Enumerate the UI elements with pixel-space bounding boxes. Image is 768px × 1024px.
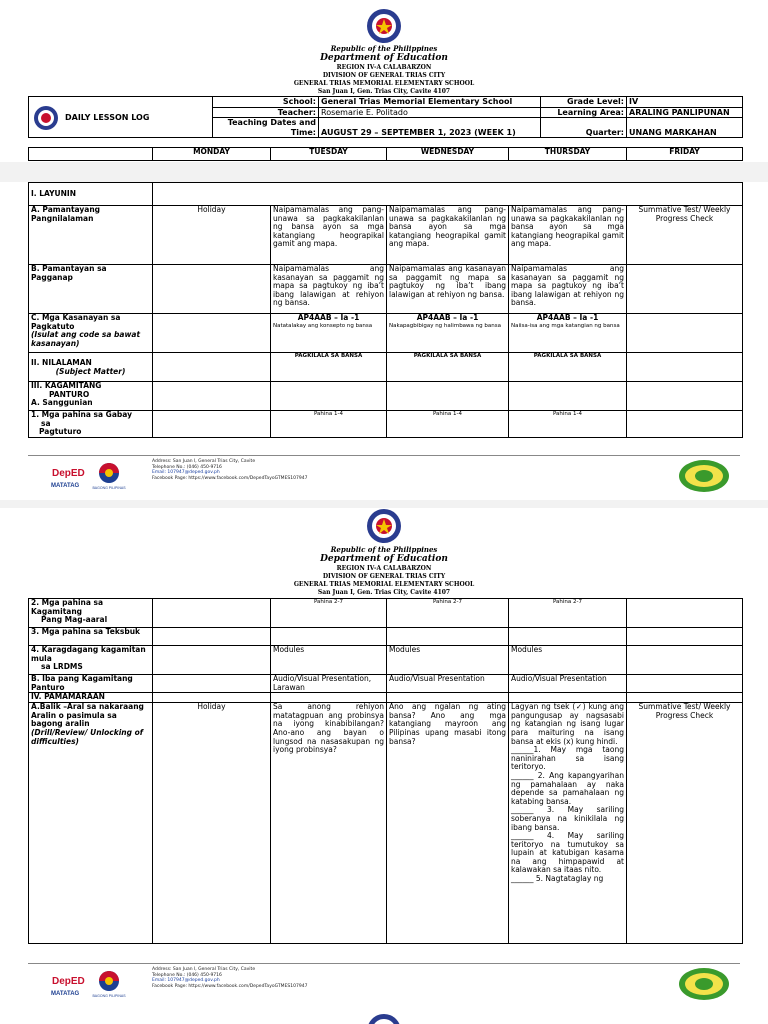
row-a-tuesday: Naipamamalas ang pang-unawa sa pagkakakilanlan ng bansa ayon sa mga katangiang heograpikal gamit ang mapa. xyxy=(271,206,387,265)
teksbuk-tuesday xyxy=(271,628,387,646)
kagamitang-line2: PANTURO xyxy=(49,389,90,399)
code-wednesday: AP4AAB – Ia -1 xyxy=(416,313,479,322)
row-c-wednesday xyxy=(387,314,509,353)
region-text: REGION IV-A CALABARZON xyxy=(336,64,432,71)
nilalaman-thursday: PAGKILALA SA BANSA xyxy=(509,353,627,382)
teksbuk-thursday xyxy=(509,628,627,646)
footer-telephone: Telephone No.: (046) 450-9716 xyxy=(152,464,222,470)
page-gap xyxy=(0,500,768,508)
gabay-friday xyxy=(627,411,743,438)
row-a-thursday: Naipamamalas ang pang-unawa sa pagkakakilanlan ng bansa ayon sa mga katangiang heograpikal gamit ang mapa. xyxy=(509,206,627,265)
code-tuesday: AP4AAB – Ia -1 xyxy=(297,313,360,322)
day-monday: MONDAY xyxy=(153,148,271,161)
teacher-label: Teacher: xyxy=(213,107,319,118)
school-name-text: GENERAL TRIAS MEMORIAL ELEMENTARY SCHOOL xyxy=(293,581,475,588)
dll-header-table xyxy=(28,96,743,138)
pamamaraan-thursday xyxy=(509,693,627,703)
balik-item-3: ______ 3. May sariling soberanya na kinikilala ng ibang bansa. xyxy=(511,805,624,832)
row-b-wednesday: Naipamamalas ang kasanayan sa paggamit ng mapa sa pagtukoy ng iba’t ibang lalawigan at rehiyon ng bansa. xyxy=(387,265,509,314)
layunin-heading: I. LAYUNIN xyxy=(29,183,153,206)
school-label: School: xyxy=(213,97,319,108)
bagong-pilipinas-logo-icon xyxy=(92,969,126,999)
gabay-wednesday: Pahina 1-4 xyxy=(387,411,509,438)
nilalaman-wednesday: PAGKILALA SA BANSA xyxy=(387,353,509,382)
kagamitang-wednesday xyxy=(387,382,509,411)
footer-page1 xyxy=(0,455,768,499)
republic-text: Republic of the Philippines xyxy=(330,44,438,53)
division-text: DIVISION OF GENERAL TRIAS CITY xyxy=(322,72,446,79)
balik-item-1: ______1. May mga taong naninirahan sa isang teritoryo. xyxy=(511,745,624,772)
balik-thu-intro: Lagyan ng tsek (✓) kung ang pangungusap ay nagsasabi ng katangian ng isang lugar para maituring na isang bansa at ekis (x) kung hindi. xyxy=(511,702,624,746)
address-text: San Juan I, Gen. Trias City, Cavite 4107 xyxy=(317,589,451,596)
kag-tuesday: Pahina 2-7 xyxy=(271,599,387,628)
footer-address: Address: San Juan I, General Trias City, Cavite xyxy=(152,459,256,464)
kag-line1: 2. Mga pahina sa Kagamitang xyxy=(31,598,104,616)
balik-friday: Summative Test/ Weekly Progress Check xyxy=(627,703,743,944)
school-logo-icon xyxy=(678,459,730,493)
nilalaman-title: II. NILALAMAN xyxy=(31,358,92,367)
row-a-label: A. Pamantayang Pangnilalaman xyxy=(29,206,153,265)
row-c-label xyxy=(29,314,153,353)
pamamaraan-heading: IV. PAMAMARAAN xyxy=(29,693,153,703)
school-seal-icon xyxy=(33,105,59,131)
lrdms-monday xyxy=(153,646,271,675)
row-c-friday xyxy=(627,314,743,353)
republic-text: Republic of the Philippines xyxy=(330,545,438,554)
gabay-thursday: Pahina 1-4 xyxy=(509,411,627,438)
deped-logo-icon xyxy=(50,971,90,999)
day-thursday: THURSDAY xyxy=(509,148,627,161)
balik-aral-label xyxy=(29,703,153,944)
region-text: REGION IV-A CALABARZON xyxy=(336,565,432,572)
quarter-value: UNANG MARKAHAN xyxy=(627,118,743,138)
school-name-text: GENERAL TRIAS MEMORIAL ELEMENTARY SCHOOL xyxy=(293,80,475,87)
learning-area-label: Learning Area: xyxy=(541,107,627,118)
lrdms-thursday: Modules xyxy=(509,646,627,675)
footer-email[interactable]: Email: 107947@deped.gov.ph xyxy=(152,978,220,984)
balik-tuesday: Sa anong rehiyon matatagpuan ang probinsya na iyong kinabibilangan? Ano-ano ang bayan o lungsod na nasasakupan ng iyong probinsya? xyxy=(271,703,387,944)
iba-wednesday: Audio/Visual Presentation xyxy=(387,675,509,693)
teksbuk-label: 3. Mga pahina sa Teksbuk xyxy=(29,628,153,646)
row-a-wednesday: Naipamamalas ang pang-unawa sa pagkakakilanlan ng bansa ayon sa mga katangiang heograpikal gamit ang mapa. xyxy=(387,206,509,265)
kag-wednesday: Pahina 2-7 xyxy=(387,599,509,628)
dates-value: AUGUST 29 – SEPTEMBER 1, 2023 (WEEK 1) xyxy=(319,118,541,138)
footer-contact xyxy=(152,459,307,481)
dates-label-line2: Time: xyxy=(290,127,316,137)
balik-wednesday: Ano ang ngalan ng ating bansa? Ano ang mga katangiang mayroon ang Pilipinas upang masabi itong bansa? xyxy=(387,703,509,944)
department-text: Department of Education xyxy=(320,554,448,564)
deped-seal-icon xyxy=(366,1013,402,1024)
dates-label-line1: Teaching Dates and xyxy=(227,118,316,127)
lrdms-line2: sa LRDMS xyxy=(41,662,83,672)
balik-item-2: ______ 2. Ang kapangyarihan ng pamahalaan ay naka depende sa pamahalaan ng katabing bansa. xyxy=(511,770,624,806)
iba-thursday: Audio/Visual Presentation xyxy=(509,675,627,693)
page-1 xyxy=(0,0,768,500)
pamamaraan-monday xyxy=(153,693,271,703)
balik-subtitle: (Drill/Review/ Unlocking of difficulties) xyxy=(31,727,144,746)
dates-label xyxy=(213,118,319,138)
balik-monday: Holiday xyxy=(153,703,271,944)
svg-text:MATATAG: MATATAG xyxy=(51,991,80,997)
footer-divider xyxy=(28,963,740,964)
footer-address: Address: San Juan I, General Trias City, Cavite xyxy=(152,967,256,972)
day-header-blank xyxy=(29,148,153,161)
nilalaman-friday xyxy=(627,353,743,382)
bagong-pilipinas-logo-icon xyxy=(92,461,126,491)
gabay-line1: 1. Mga pahina sa Gabay xyxy=(31,410,132,419)
learning-area-value: ARALING PANLIPUNAN xyxy=(627,107,743,118)
grade-label: Grade Level: xyxy=(541,97,627,108)
iba-friday xyxy=(627,675,743,693)
svg-text:DepED: DepED xyxy=(52,468,85,479)
row-c-tuesday xyxy=(271,314,387,353)
school-value: General Trias Memorial Elementary School xyxy=(319,97,541,108)
footer-divider xyxy=(28,455,740,456)
gabay-line3: Pagtuturo xyxy=(39,427,82,437)
kagamitang-monday xyxy=(153,382,271,411)
gabay-label xyxy=(29,411,153,438)
teksbuk-friday xyxy=(627,628,743,646)
letterhead xyxy=(0,45,768,96)
day-friday: FRIDAY xyxy=(627,148,743,161)
row-b-monday xyxy=(153,265,271,314)
footer-contact xyxy=(152,967,307,989)
footer-facebook[interactable]: Facebook Page: https://www.facebook.com/DepedTayoGTMES107947 xyxy=(152,475,308,481)
footer-facebook[interactable]: Facebook Page: https://www.facebook.com/DepedTayoGTMES107947 xyxy=(152,983,308,989)
nilalaman-monday xyxy=(153,353,271,382)
nilalaman-label xyxy=(29,353,153,382)
pamamaraan-tuesday xyxy=(271,693,387,703)
day-tuesday: TUESDAY xyxy=(271,148,387,161)
svg-text:DepED: DepED xyxy=(52,976,85,987)
balik-title: A.Balik –Aral sa nakaraang Aralin o pasimula sa bagong aralin xyxy=(31,702,144,729)
row-b-tuesday: Naipamamalas ang kasanayan sa paggamit ng mapa sa pagtukoy ng iba’t ibang lalawigan at rehiyon ng bansa. xyxy=(271,265,387,314)
footer-email[interactable]: Email: 107947@deped.gov.ph xyxy=(152,470,220,476)
layunin-blank xyxy=(153,183,743,206)
kag-thursday: Pahina 2-7 xyxy=(509,599,627,628)
row-c-title: C. Mga Kasanayan sa Pagkatuto xyxy=(31,313,121,331)
day-wednesday: WEDNESDAY xyxy=(387,148,509,161)
department-text: Department of Education xyxy=(320,53,448,63)
code-thursday: AP4AAB – Ia -1 xyxy=(536,313,599,322)
gabay-tuesday: Pahina 1-4 xyxy=(271,411,387,438)
pamamaraan-friday xyxy=(627,693,743,703)
kagamitang-label xyxy=(29,382,153,411)
footer-page2 xyxy=(0,963,768,1007)
kag-line2: Pang Mag-aaral xyxy=(41,615,108,625)
grade-value: IV xyxy=(627,97,743,108)
kag-friday xyxy=(627,599,743,628)
c-text-tuesday: Natatalakay ang konsepto ng bansa xyxy=(273,322,373,329)
gabay-monday xyxy=(153,411,271,438)
lrdms-friday xyxy=(627,646,743,675)
teksbuk-wednesday xyxy=(387,628,509,646)
deped-logo-icon xyxy=(50,463,90,491)
kagamitang-tuesday xyxy=(271,382,387,411)
balik-item-4: ______ 4. May sariling teritoryo na tumutukoy sa lupain at katubigan kasama na ang himpapawid at kalawakan sa itaas nito. xyxy=(511,831,624,875)
row-b-friday xyxy=(627,265,743,314)
subject-matter: (Subject Matter) xyxy=(55,366,126,376)
lrdms-wednesday: Modules xyxy=(387,646,509,675)
row-a-monday: Holiday xyxy=(153,206,271,265)
nilalaman-tuesday: PAGKILALA SA BANSA xyxy=(271,353,387,382)
c-text-thursday: Naiisa-isa ang mga katangian ng bansa xyxy=(511,322,620,329)
svg-text:MATATAG: MATATAG xyxy=(51,483,80,489)
svg-text:BAGONG PILIPINAS: BAGONG PILIPINAS xyxy=(92,994,126,998)
gap-band xyxy=(0,162,768,182)
row-a-friday: Summative Test/ Weekly Progress Check xyxy=(627,206,743,265)
school-logo-icon xyxy=(678,967,730,1001)
deped-seal-icon xyxy=(366,508,402,544)
kagamitang-thursday xyxy=(509,382,627,411)
gabay-line2: sa xyxy=(41,418,51,428)
row-b-thursday: Naipamamalas ang kasanayan sa paggamit ng mapa sa pagtukoy ng iba’t ibang lalawigan at rehiyon ng bansa. xyxy=(509,265,627,314)
footer-telephone: Telephone No.: (046) 450-9716 xyxy=(152,972,222,978)
iba-monday xyxy=(153,675,271,693)
svg-text:BAGONG PILIPINAS: BAGONG PILIPINAS xyxy=(92,486,126,490)
lrdms-line1: 4. Karagdagang kagamitan mula xyxy=(31,645,146,663)
teksbuk-monday xyxy=(153,628,271,646)
row-c-subtitle: (Isulat ang code sa bawat kasanayan) xyxy=(31,330,141,348)
iba-tuesday: Audio/Visual Presentation, Larawan xyxy=(271,675,387,693)
balik-item-5: ______ 5. Nagtataglay ng xyxy=(511,874,604,884)
address-text: San Juan I, Gen. Trias City, Cavite 4107 xyxy=(317,88,451,95)
lrdms-label xyxy=(29,646,153,675)
kagamitang-mag-aaral-label xyxy=(29,599,153,628)
lesson-table-page1 xyxy=(28,182,743,438)
dll-title: DAILY LESSON LOG xyxy=(65,113,150,122)
teacher-value: Rosemarie E. Politado xyxy=(319,107,541,118)
balik-thursday xyxy=(509,703,627,944)
row-c-monday xyxy=(153,314,271,353)
c-text-wednesday: Nakapagbibigay ng halimbawa ng bansa xyxy=(389,322,501,329)
deped-seal-icon xyxy=(366,8,402,44)
day-header-table xyxy=(28,147,743,161)
division-text: DIVISION OF GENERAL TRIAS CITY xyxy=(322,573,446,580)
letterhead xyxy=(0,546,768,597)
kag-monday xyxy=(153,599,271,628)
kagamitang-friday xyxy=(627,382,743,411)
row-b-label: B. Pamantayan sa Pagganap xyxy=(29,265,153,314)
page-2 xyxy=(0,508,768,1024)
pamamaraan-wednesday xyxy=(387,693,509,703)
lrdms-tuesday: Modules xyxy=(271,646,387,675)
row-c-thursday xyxy=(509,314,627,353)
iba-label: B. Iba pang Kagamitang Panturo xyxy=(29,675,153,693)
lesson-table-page2 xyxy=(28,598,743,944)
quarter-label: Quarter: xyxy=(541,118,627,138)
kagamitang-line1: III. KAGAMITANG xyxy=(31,381,102,390)
sanggunian: A. Sanggunian xyxy=(31,398,93,408)
